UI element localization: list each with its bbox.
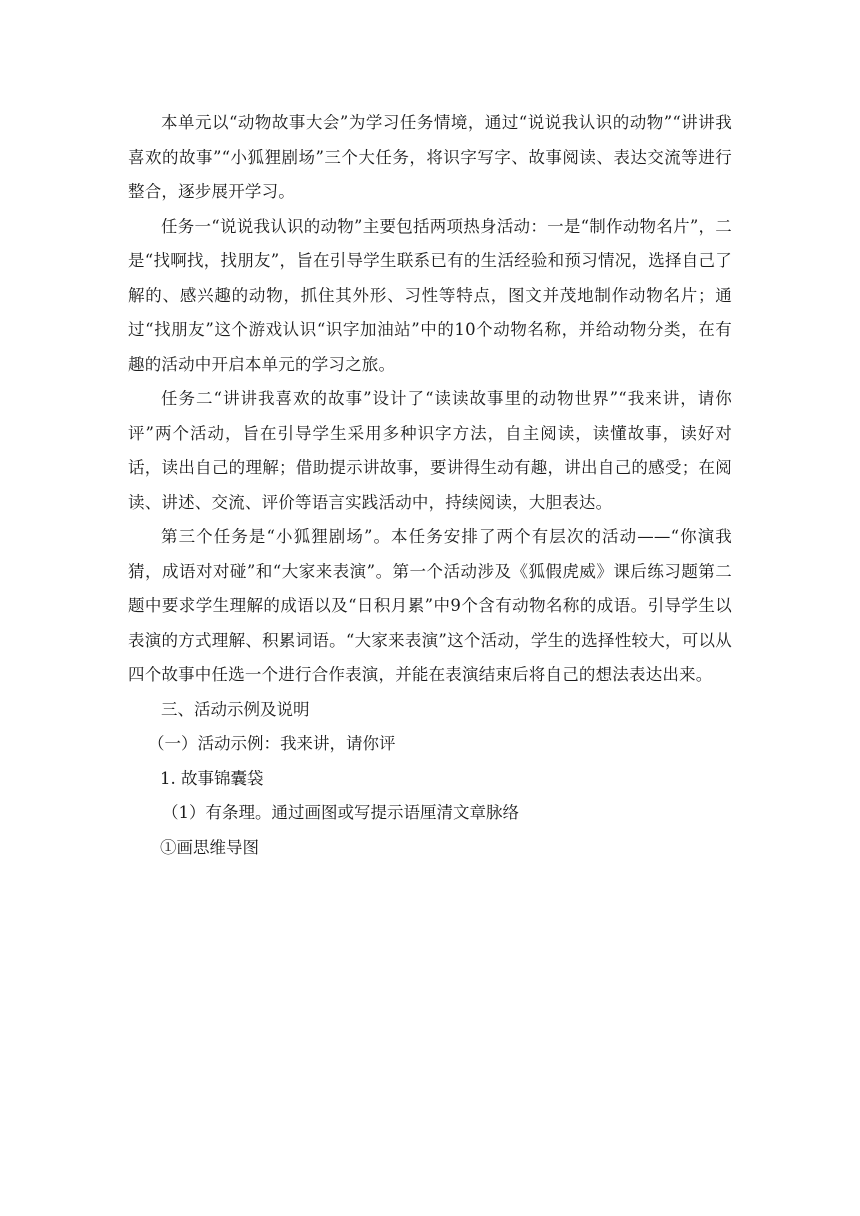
paragraph-task-three: 第三个任务是“小狐狸剧场”。本任务安排了两个有层次的活动——“你演我猜，成语对对碰”和“大家来表演”。第一个活动涉及《狐假虎威》课后练习题第二题中要求学生理解的成语以及“日积月累”中9个含有动物名称的成语。引导学生以表演的方式理解、积累词语。“大家来表演”这个活动，学生的选择性较大，可以从四个故事中任选一个进行合作表演，并能在表演结束后将自己的想法表达出来。 (128, 527, 732, 684)
item-heading: 1. 故事锦囊袋 (160, 768, 264, 788)
document-body (128, 106, 732, 865)
section-heading: 三、活动示例及说明 (161, 699, 310, 719)
step-heading: ①画思维导图 (160, 837, 259, 857)
sub-item-heading: （1）有条理。通过画图或写提示语厘清文章脉络 (162, 803, 519, 822)
paragraph-task-one: 任务一“说说我认识的动物”主要包括两项热身活动：一是“制作动物名片”，二是“找啊找，找朋友”，旨在引导学生联系已有的生活经验和预习情况，选择自己了解的、感兴趣的动物，抓住其外形、习性等特点，图文并茂地制作动物名片；通过“找朋友”这个游戏认识“识字加油站”中的10个动物名称，并给动物分类，在有趣的活动中开启本单元的学习之旅。 (128, 216, 732, 374)
paragraph-task-two: 任务二“讲讲我喜欢的故事”设计了“读读故事里的动物世界”“我来讲，请你评”两个活动，旨在引导学生采用多种识字方法，自主阅读，读懂故事，读好对话，读出自己的理解；借助提示讲故事，要讲得生动有趣，讲出自己的感受；在阅读、讲述、交流、评价等语言实践活动中，持续阅读，大胆表达。 (128, 389, 732, 512)
sub-heading: （一）活动示例：我来讲，请你评 (148, 734, 396, 753)
paragraph-unit-overview: 本单元以“动物故事大会”为学习任务情境，通过“说说我认识的动物”“讲讲我喜欢的故事”“小狐狸剧场”三个大任务，将识字写字、故事阅读、表达交流等进行整合，逐步展开学习。 (128, 113, 732, 201)
